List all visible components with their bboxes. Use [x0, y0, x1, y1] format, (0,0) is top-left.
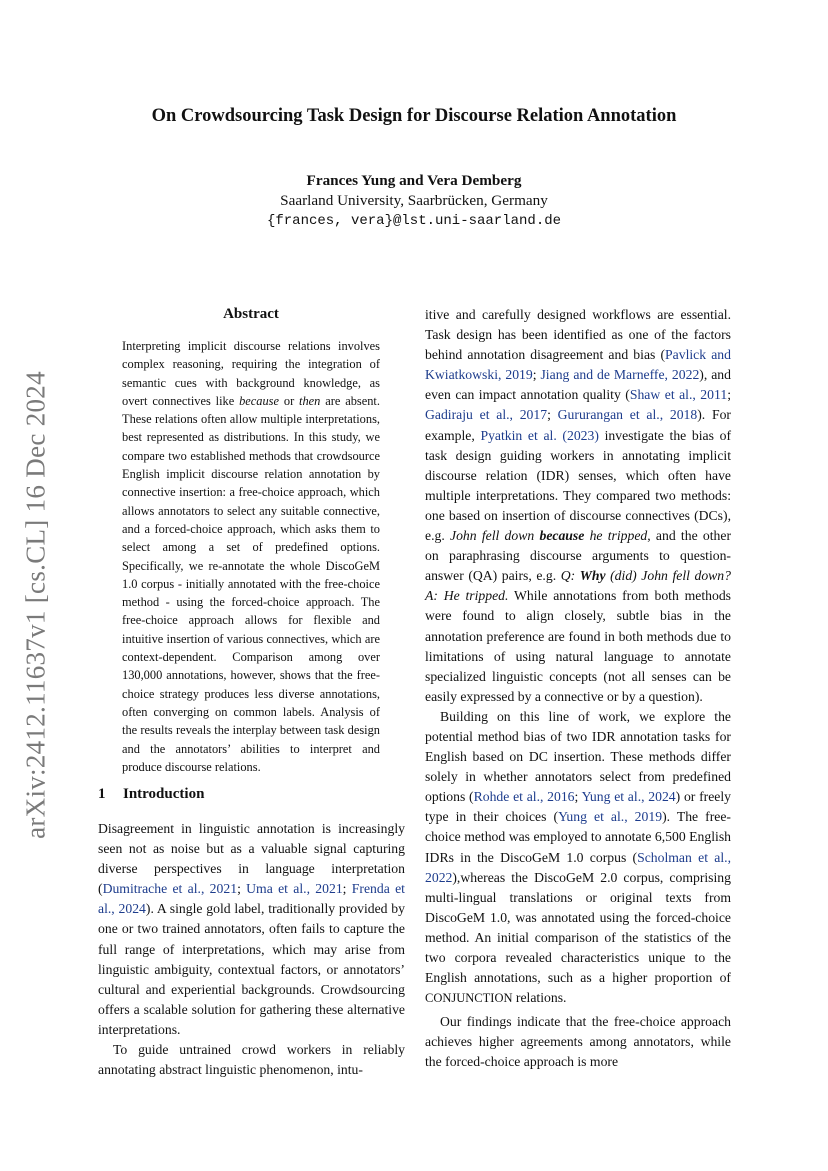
introduction-left-column	[98, 819, 405, 1080]
citation-link[interactable]: Jiang and de Marneffe, 2022	[540, 367, 700, 383]
author-affiliation: Saarland University, Saarbrücken, Germany	[280, 192, 548, 209]
citation-link[interactable]: Yung et al., 2024	[581, 789, 676, 805]
right-paragraph-1: itive and carefully designed workflows are essential. Task design has been identified as one of the factors behind annotation disagreement and bias (Pavlick and Kwiatkowski, 2019; Jiang and de Marneffe, 2022), and even can impact annotation quality (Shaw et al., 2011; Gadiraju et al., 2017; Gururangan et al., 2018). For example, Pyatkin et al. (2023) investigate the bias of task design guiding workers in annotating implicit discourse relation (IDR) senses, which often have multiple interpretations. They compared two methods: one based on insertion of discourse connectives (DCs), e.g. John fell down because he tripped, and the other on paraphrasing discourse arguments to question-answer (QA) pairs, e.g. Q: Why (did) John fell down? A: He tripped. While annotations from both methods were found to align closely, subtle bias in the annotation preference are found in both methods due to limitations of using natural language to annotate specialized linguistic concepts (not all senses can be easily expressed by a connective or by a question).	[425, 307, 732, 704]
author-block	[0, 171, 828, 231]
citation-link[interactable]: Pavlick and Kwiatkowski, 2019	[425, 347, 731, 383]
citation-link[interactable]: Frenda et al., 2024	[98, 881, 405, 917]
citation-link[interactable]: Dumitrache et al., 2021	[102, 881, 238, 897]
citation-link[interactable]: Gadiraju et al., 2017	[425, 407, 548, 423]
paper-title: On Crowdsourcing Task Design for Discourse Relation Annotation	[151, 106, 677, 126]
citation-link[interactable]: Pyatkin et al. (2023)	[480, 427, 599, 443]
relation-label: CONJUNCTION	[425, 991, 513, 1006]
abstract-heading: Abstract	[223, 306, 279, 322]
section-title: Introduction	[123, 786, 205, 802]
right-column	[425, 305, 731, 1073]
citation-link[interactable]: Shaw et al., 2011	[629, 387, 728, 403]
citation-link[interactable]: Rohde et al., 2016	[473, 789, 575, 805]
intro-paragraph-1: Disagreement in linguistic annotation is increasingly seen not as noise but as a valuable signal capturing diverse perspectives in language interpretation (Dumitrache et al., 2021; Uma et al., 2021; Frenda et al., 2024). A single gold label, traditionally provided by one or two trained annotators, often fails to capture the full range of interpretations, which may arise from linguistic ambiguity, contextual factors, or annotators’ cultural and experiential backgrounds. Crowdsourcing offers a scalable solution for gathering these alternative interpretations.	[98, 821, 405, 1037]
citation-link[interactable]: Gururangan et al., 2018	[557, 407, 698, 423]
section-number: 1	[98, 786, 106, 802]
arxiv-sidebar	[16, 355, 56, 855]
right-paragraph-3: Our findings indicate that the free-choice approach achieves higher agreements among annotators, while the forced-choice approach is more	[425, 1014, 731, 1070]
author-email: {frances, vera}@lst.uni-saarland.de	[266, 213, 562, 229]
arxiv-identifier: arXiv:2412.11637v1 [cs.CL] 16 Dec 2024	[20, 371, 51, 839]
section-heading-introduction	[98, 786, 204, 803]
citation-link[interactable]: Yung et al., 2019	[558, 809, 663, 825]
right-paragraph-2: Building on this line of work, we explore the potential method bias of two IDR annotation tasks for English based on DC insertion. These methods differ solely in whether annotators select from predefined options (Rohde et al., 2016; Yung et al., 2024) or freely type in their choices (Yung et al., 2019). The free-choice method was employed to annotate 6,500 English IDRs in the DiscoGeM 1.0 corpus (Scholman et al., 2022),whereas the DiscoGeM 2.0 corpus, comprising multi-lingual translations or original texts from DiscoGeM 1.0, was annotated using the forced-choice method. An initial comparison of the statistics of the two corpora revealed characteristics unique to the English annotations, such as a higher proportion of CONJUNCTION relations.	[425, 708, 732, 1006]
abstract-text: Interpreting implicit discourse relations involves complex reasoning, requiring the integration of semantic cues with background knowledge, as overt connectives like because or then are absent. These relations often allow multiple interpretations, best represented as distributions. In this study, we compare two established methods that crowdsource English implicit discourse relation annotation by connective insertion: a free-choice approach, which allows annotators to select any suitable connective, and a forced-choice approach, which asks them to select among a set of predefined options. Specifically, we re-annotate the whole DiscoGeM 1.0 corpus - initially annotated with the free-choice method - using the forced-choice approach. The free-choice approach allows for flexible and intuitive insertion of various connectives, which are context-dependent. Comparison among over 130,000 annotations, however, shows that the free-choice strategy produces less diverse annotations, often converging on common labels. Analysis of the results reveals the interplay between task design and the annotators’ abilities to interpret and produce discourse relations.	[122, 339, 380, 774]
author-names: Frances Yung and Vera Demberg	[306, 172, 522, 189]
citation-link[interactable]: Scholman et al., 2022	[425, 849, 731, 885]
intro-paragraph-2: To guide untrained crowd workers in reliably annotating abstract linguistic phenomenon, intu-	[98, 1042, 405, 1078]
citation-link[interactable]: Uma et al., 2021	[246, 881, 343, 897]
